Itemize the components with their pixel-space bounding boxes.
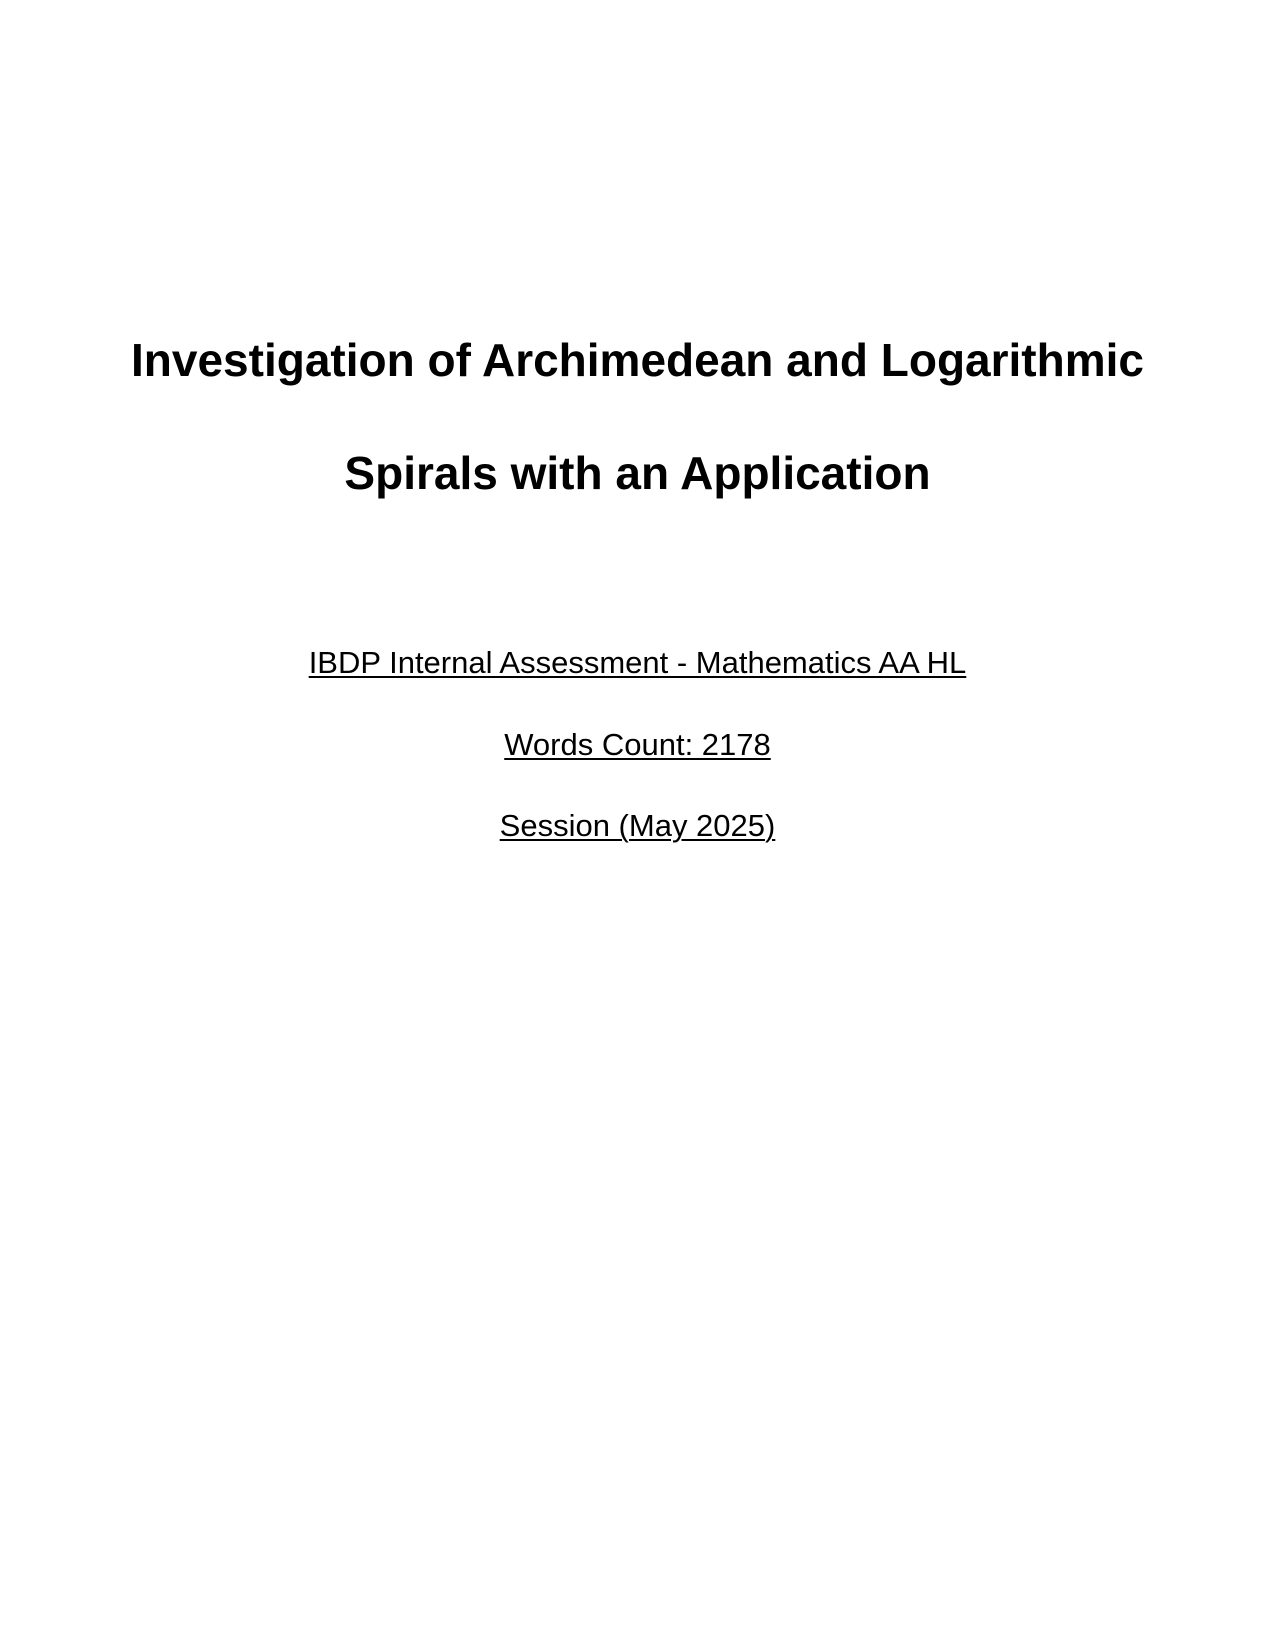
title-line-2: Spirals with an Application xyxy=(344,447,931,499)
session-date: Session (May 2025) xyxy=(499,808,776,843)
subtitle-line xyxy=(0,644,1275,682)
word-count-line xyxy=(0,726,1275,764)
session-line xyxy=(0,807,1275,845)
word-count: Words Count: 2178 xyxy=(504,727,771,762)
assessment-subtitle: IBDP Internal Assessment - Mathematics AA HL xyxy=(308,645,967,680)
title-line-1: Investigation of Archimedean and Logarithmic xyxy=(131,334,1144,386)
